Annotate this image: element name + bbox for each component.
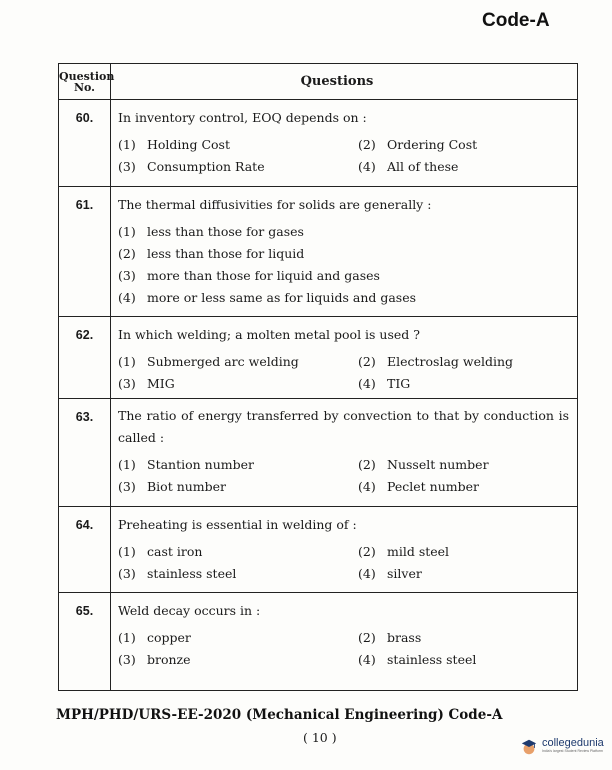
option: (1) Submerged arc welding — [118, 354, 299, 369]
question-stem: In inventory control, EOQ depends on : — [118, 110, 367, 125]
option: (3) more than those for liquid and gases — [118, 268, 380, 283]
option: (3) bronze — [118, 652, 191, 667]
option: (4) more or less same as for liquids and gases — [118, 290, 417, 305]
option: (1) Holding Cost — [118, 137, 230, 152]
question-row-64 — [59, 506, 577, 592]
question-stem: Weld decay occurs in : — [118, 603, 261, 618]
option: (4) stainless steel — [358, 652, 477, 667]
watermark — [520, 738, 604, 756]
question-row-63 — [59, 398, 577, 506]
option: (1) less than those for gases — [118, 224, 304, 239]
option: (2) brass — [358, 630, 422, 645]
option: (4) Peclet number — [358, 479, 479, 494]
option: (1) Stantion number — [118, 457, 254, 472]
question-row-65 — [59, 592, 577, 690]
question-row-60 — [59, 99, 577, 186]
questions-header: Questions — [300, 74, 374, 89]
footer-title: MPH/PHD/URS-EE-2020 (Mechanical Engineering) Code-A — [56, 707, 503, 723]
option: (2) less than those for liquid — [118, 246, 305, 261]
option: (3) Biot number — [118, 479, 227, 494]
brand-tagline: India's largest Student Review Platform — [542, 749, 603, 753]
option: (1) cast iron — [118, 544, 203, 559]
question-stem: Preheating is essential in welding of : — [118, 517, 357, 532]
brand-name: collegedunia — [542, 737, 604, 749]
option: (2) Electroslag welding — [358, 354, 514, 369]
question-stem: In which welding; a molten metal pool is used ? — [118, 327, 420, 342]
question-table — [58, 63, 578, 691]
question-no-header: Question No. — [59, 64, 111, 99]
option: (2) mild steel — [358, 544, 450, 559]
option: (1) copper — [118, 630, 191, 645]
question-stem: The ratio of energy transferred by convection to that by conduction is called : — [118, 408, 569, 445]
question-number: 63. — [59, 399, 111, 506]
option: (2) Nusselt number — [358, 457, 489, 472]
table-header-row — [59, 64, 577, 99]
option: (3) MIG — [118, 376, 175, 391]
question-row-61 — [59, 186, 577, 316]
question-number: 64. — [59, 507, 111, 592]
question-row-62 — [59, 316, 577, 398]
option: (4) silver — [358, 566, 422, 581]
option: (3) Consumption Rate — [118, 159, 265, 174]
question-number: 65. — [59, 593, 111, 690]
graduate-logo-icon — [520, 738, 538, 756]
question-stem: The thermal diffusivities for solids are generally : — [118, 197, 432, 212]
option: (2) Ordering Cost — [358, 137, 478, 152]
option: (4) All of these — [358, 159, 459, 174]
code-label: Code-A — [482, 10, 550, 31]
page-number: ( 10 ) — [303, 730, 337, 745]
question-number: 61. — [59, 187, 111, 316]
option: (3) stainless steel — [118, 566, 237, 581]
question-number: 62. — [59, 317, 111, 398]
question-number: 60. — [59, 100, 111, 186]
option: (4) TIG — [358, 376, 411, 391]
